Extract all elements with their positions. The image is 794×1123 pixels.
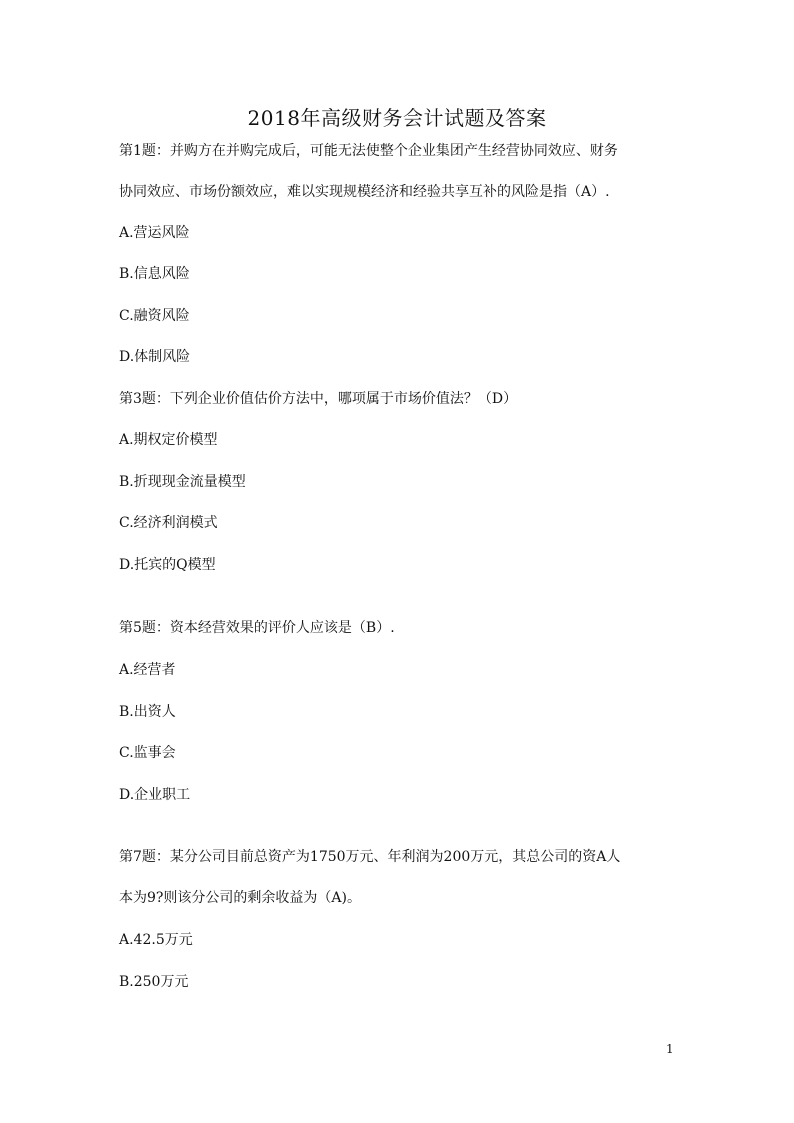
question-3-option-d: D.托宾的Q模型 <box>119 557 216 573</box>
question-1-option-b: B.信息风险 <box>119 266 190 282</box>
question-1-stem-line-1: 第1题：并购方在并购完成后，可能无法使整个企业集团产生经营协同效应、财务 <box>119 143 618 159</box>
question-3-option-c: C.经济利润模式 <box>119 515 218 531</box>
question-7-stem-line-1: 第7题：某分公司目前总资产为1750万元、年利润为200万元，其总公司的资A人 <box>119 849 621 865</box>
question-1-stem-line-2: 协同效应、市场份额效应，难以实现规模经济和经验共享互补的风险是指（A）. <box>119 184 610 200</box>
question-1-option-a: A.营运风险 <box>119 225 190 241</box>
document-title: 2018年高级财务会计试题及答案 <box>247 106 547 130</box>
question-5-stem-line-1: 第5题：资本经营效果的评价人应该是（B）. <box>119 620 395 636</box>
question-3-option-b: B.折现现金流量模型 <box>119 474 246 490</box>
question-7-option-b: B.250万元 <box>119 974 189 990</box>
question-5-option-a: A.经营者 <box>119 662 176 678</box>
question-5-option-c: C.监事会 <box>119 745 176 761</box>
question-5-option-b: B.出资人 <box>119 704 176 720</box>
question-5-option-d: D.企业职工 <box>119 787 191 803</box>
question-1-option-c: C.融资风险 <box>119 308 190 324</box>
question-3-option-a: A.期权定价模型 <box>119 432 218 448</box>
question-3-stem-line-1: 第3题：下列企业价值估价方法中，哪项属于市场价值法？（D） <box>119 391 518 407</box>
page-number: 1 <box>666 1042 674 1056</box>
question-7-option-a: A.42.5万元 <box>119 932 193 948</box>
question-1-option-d: D.体制风险 <box>119 349 191 365</box>
question-7-stem-line-2: 本为9?则该分公司的剩余收益为（A)。 <box>119 890 361 906</box>
